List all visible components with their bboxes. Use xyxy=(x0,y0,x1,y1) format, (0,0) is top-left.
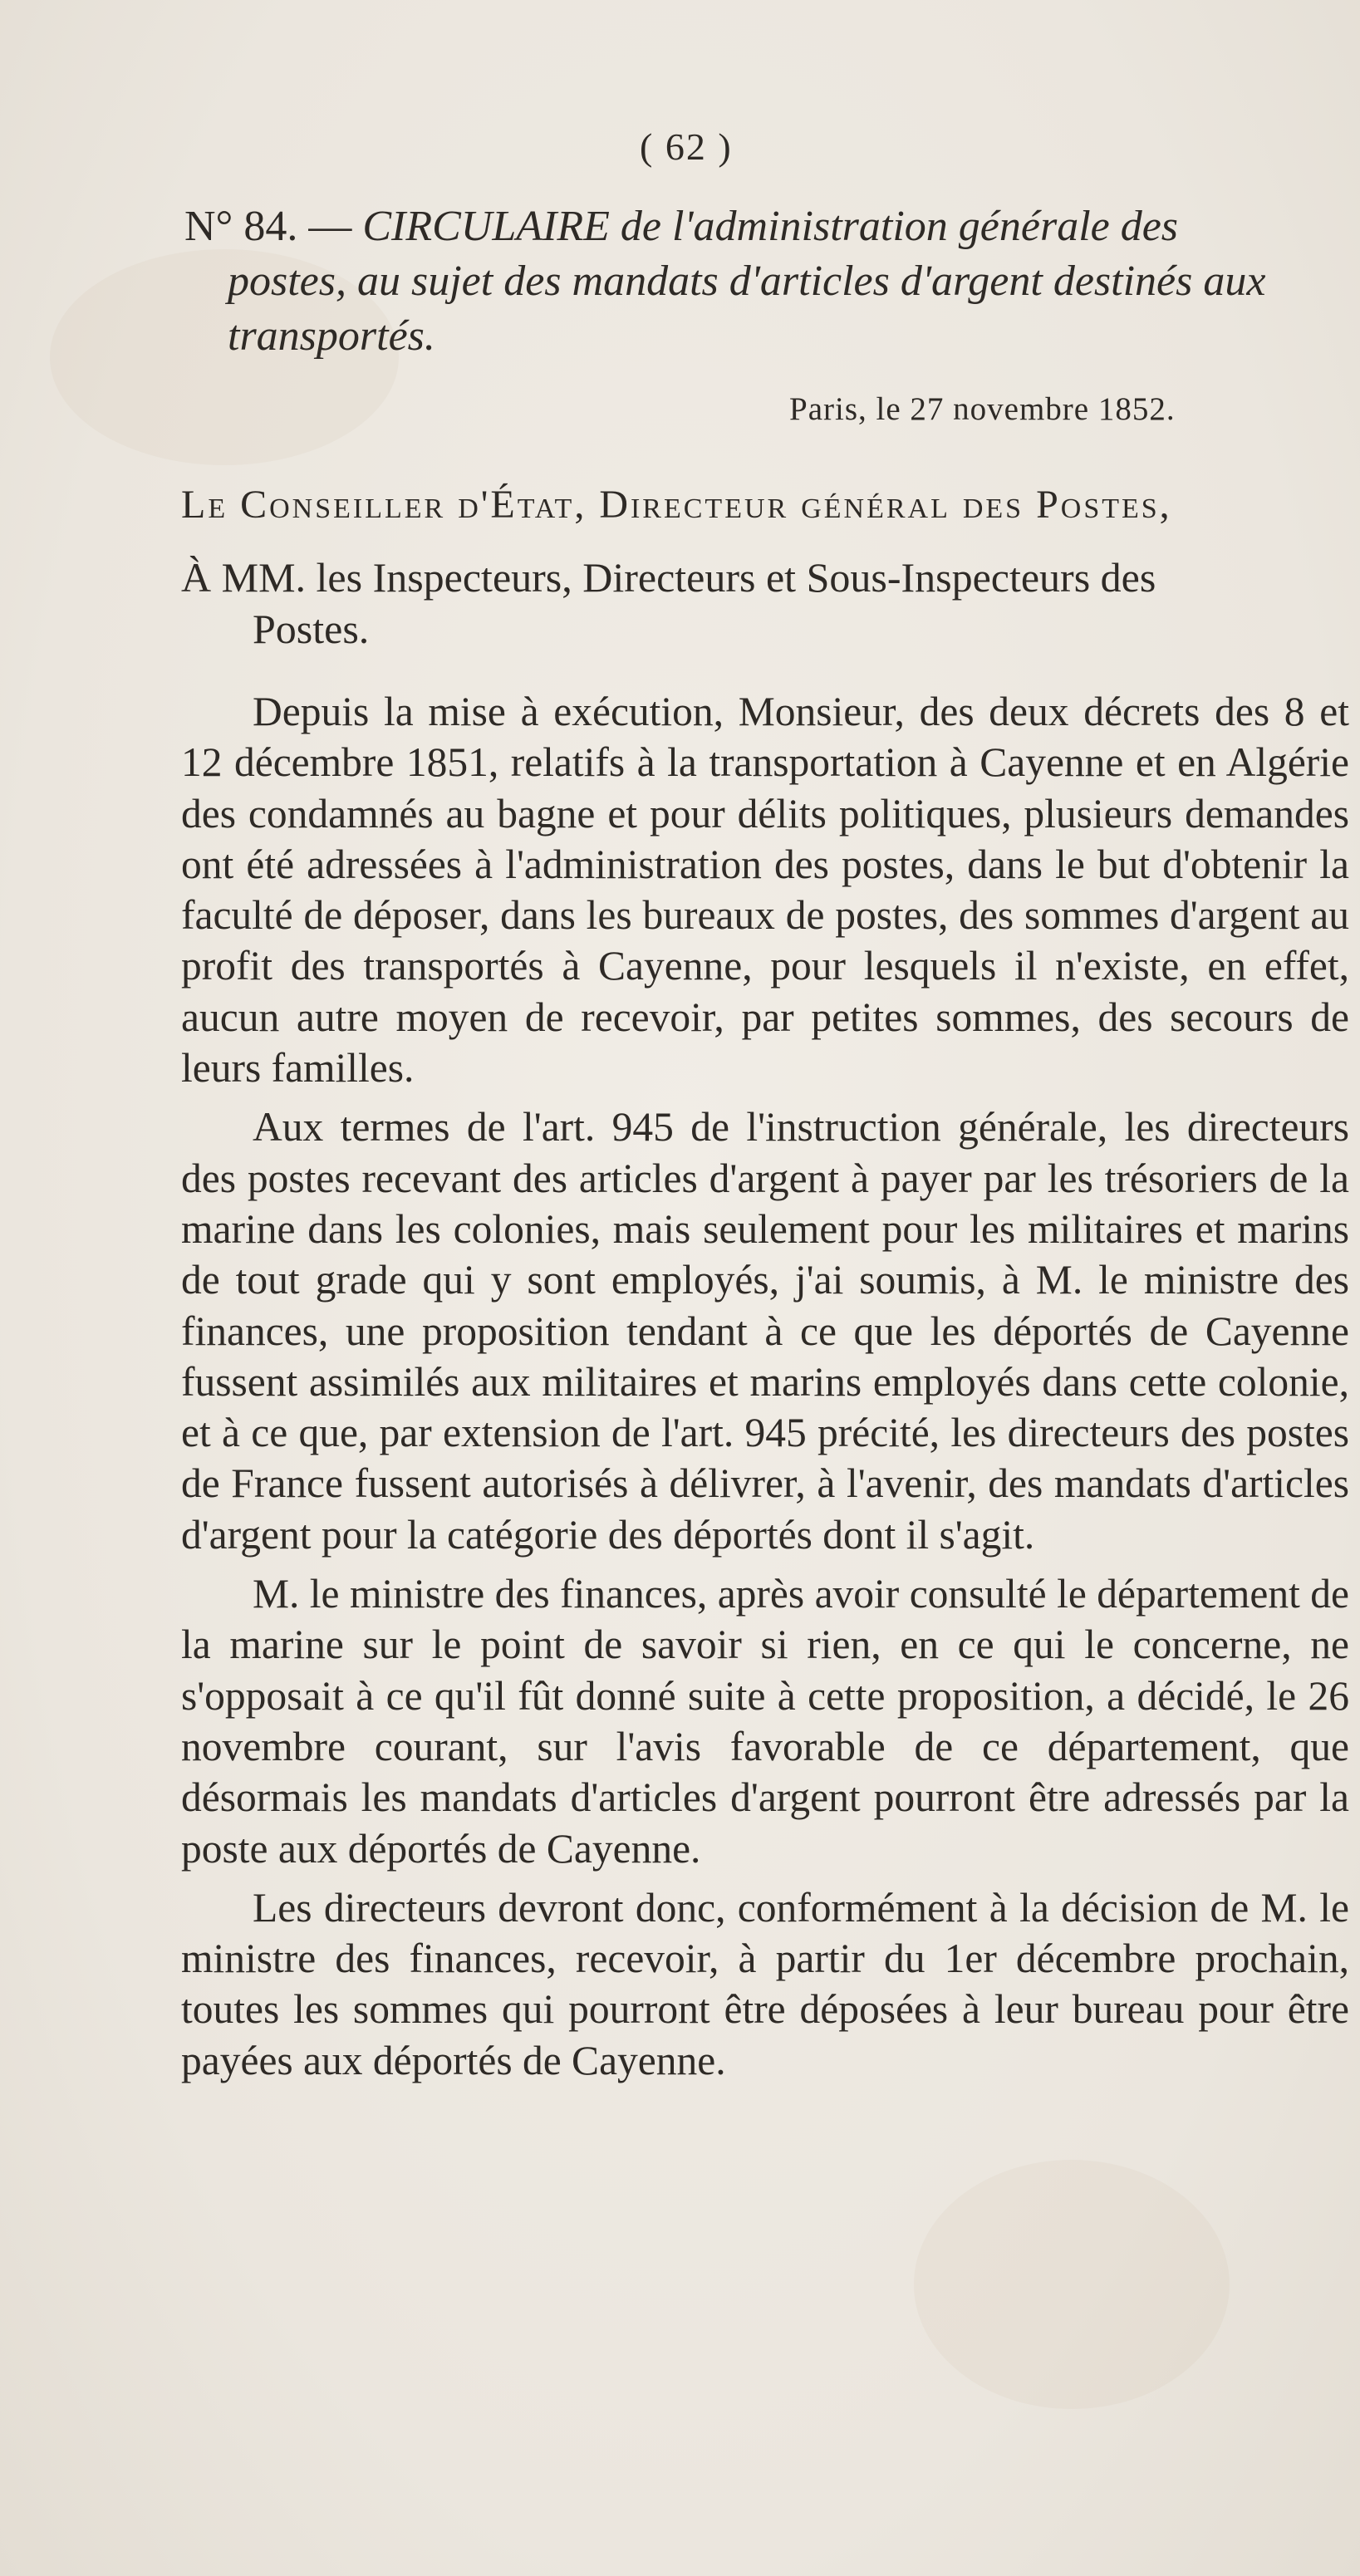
circular-subtitle-line-2: transportés. xyxy=(228,312,435,360)
circular-title: CIRCULAIRE de l'administration générale des xyxy=(362,203,1179,250)
dateline: Paris, le 27 novembre 1852. xyxy=(789,391,1176,427)
circular-subtitle-line-1: postes, au sujet des mandats d'articles d'argent destinés aux xyxy=(228,258,1266,305)
page-number: ( 62 ) xyxy=(640,125,733,168)
paragraph: M. le ministre des finances, après avoir consulté le département de la marine sur le point de savoir si rien, en ce qui le concerne, ne s'opposait à ce qu'il fût donné suite à cette proposition, a décidé, le 26 novembre courant, sur l'avis favorable de ce département, que désormais les mandats d'articles d'argent pourront être adressés par la poste aux déportés de Cayenne. xyxy=(181,1571,1349,1872)
paragraph: Depuis la mise à exécution, Monsieur, des deux décrets des 8 et 12 décembre 1851, relatifs à la transportation à Cayenne et en Algérie des condamnés au bagne et pour délits politiques, plusieurs demandes ont été adressées à l'administration des postes, dans le but d'obtenir la faculté de déposer, dans les bureaux de postes, des sommes d'argent au profit des transportés à Cayenne, pour lesquels il n'existe, en effet, aucun autre moyen de recevoir, par petites sommes, des secours de leurs familles. xyxy=(181,689,1349,1092)
addressee xyxy=(181,552,1360,655)
body-text xyxy=(181,686,1349,2094)
addressee-line-1: À MM. les Inspecteurs, Directeurs et Sous-Inspecteurs des xyxy=(181,554,1156,601)
paragraph: Les directeurs devront donc, conformément à la décision de M. le ministre des finances, recevoir, à partir du 1er décembre prochain, toutes les sommes qui pourront être déposées à leur bureau pour être payées aux déportés de Cayenne. xyxy=(181,1884,1349,2083)
sender-line: Le Conseiller d'État, Directeur général des Postes, xyxy=(181,483,1172,527)
paragraph: Aux termes de l'art. 945 de l'instruction générale, les directeurs des postes recevant des articles d'argent à payer par les trésoriers de la marine dans les colonies, mais seulement pour les militaires et marins de tout grade qui y sont employés, j'ai soumis, à M. le ministre des finances, une proposition tendant à ce que les déportés de Cayenne fussent assimilés aux militaires et marins employés dans cette colonie, et à ce que, par extension de l'art. 945 précité, les directeurs des postes de France fussent autorisés à délivrer, à l'avenir, des mandats d'articles d'argent pour la catégorie des déportés dont il s'agit. xyxy=(181,1104,1349,1558)
circular-number: N° 84. — xyxy=(184,203,352,250)
paper-stain xyxy=(914,2160,1230,2409)
circular-heading xyxy=(184,199,1356,364)
addressee-line-2: Postes. xyxy=(253,606,370,652)
